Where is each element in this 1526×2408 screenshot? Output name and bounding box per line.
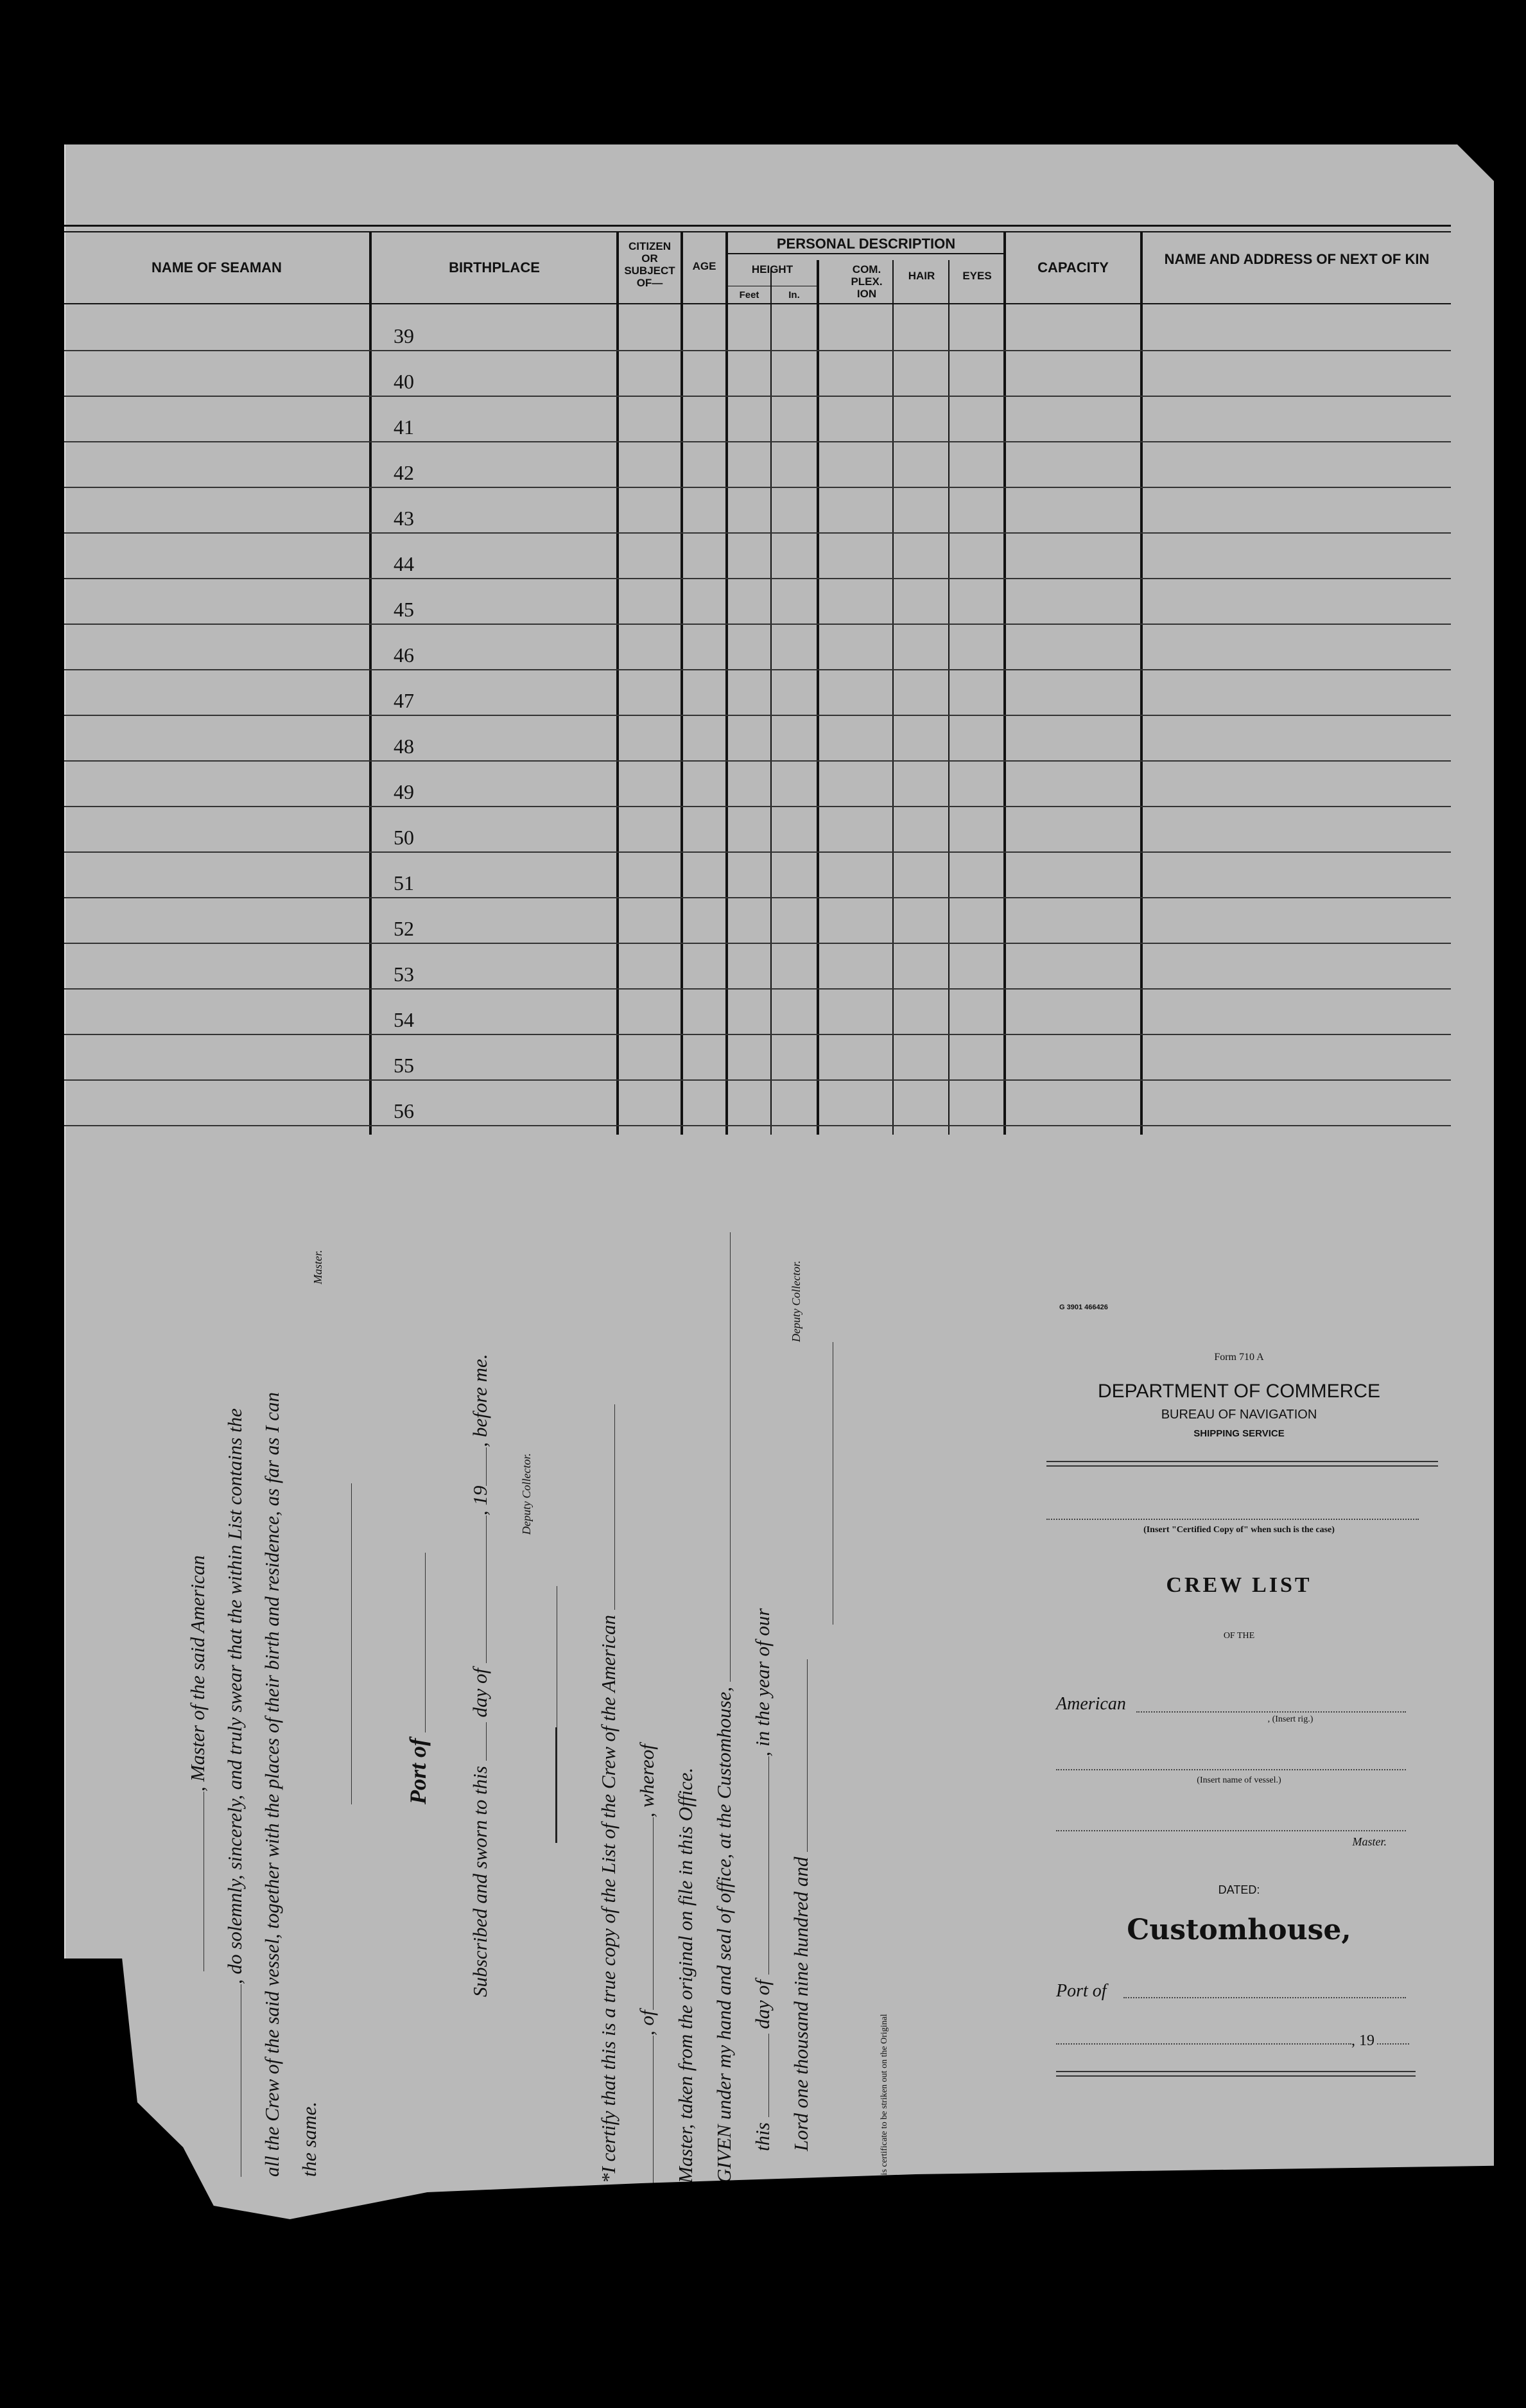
label-form: Form 710 A: [1214, 1352, 1264, 1363]
label-master: Master.: [1352, 1835, 1387, 1848]
row-number: 41: [394, 415, 414, 439]
header-capacity: CAPACITY: [1037, 259, 1109, 275]
label-rule: [1046, 1461, 1438, 1462]
aff-day-of2: day of: [751, 1980, 774, 2029]
table-row: [64, 351, 1451, 396]
aff-deputy2: Deputy Collector.: [790, 1261, 802, 1342]
table-row: [64, 898, 1451, 943]
label-bottom-rule: [1056, 2071, 1416, 2072]
label-insert-certified: (Insert "Certified Copy of" when such is the case): [1143, 1525, 1335, 1535]
header-inches: In.: [788, 290, 800, 301]
aff-crew: all the Crew of the said vessel, together with the places of their birth and residence, as far as I can: [261, 1392, 283, 2177]
row-number: 56: [394, 1099, 414, 1122]
header-hair: HAIR: [908, 270, 935, 282]
table-row: [64, 807, 1451, 851]
crew-table: [64, 225, 1451, 1137]
aff-day-of: day of: [469, 1668, 491, 1718]
label-american-line: [1136, 1711, 1406, 1713]
affidavit-block: [173, 1201, 931, 2203]
header-bottom-rule: [64, 303, 1451, 304]
table-row: [64, 1080, 1451, 1125]
aff-certify: *I certify that this is a true copy of the List of the Crew of the American: [597, 1614, 620, 2183]
label-year-line: [1377, 2043, 1409, 2045]
table-row: [64, 943, 1451, 988]
row-number: 55: [394, 1054, 414, 1077]
row-number: 52: [394, 917, 414, 940]
label-rule: [1046, 1465, 1438, 1467]
aff-before-me: , before me.: [469, 1354, 491, 1447]
header-feet: Feet: [739, 290, 759, 301]
row-number: 48: [394, 735, 414, 758]
table-row: [64, 670, 1451, 715]
aff-whereof: , whereof: [636, 1744, 658, 1818]
aff-year-of-our: , in the year of our: [751, 1608, 774, 1757]
row-number: 44: [394, 552, 414, 575]
header-kin: NAME AND ADDRESS OF NEXT OF KIN: [1164, 251, 1430, 267]
label-port-line: [1123, 1997, 1406, 1998]
aff-footnote: *This certificate to be striken out on the Original: [880, 2014, 889, 2190]
row-number: 54: [394, 1008, 414, 1031]
table-row: [64, 487, 1451, 532]
row-number: 40: [394, 370, 414, 393]
row-number: 51: [394, 871, 414, 894]
row-number: 50: [394, 826, 414, 849]
label-of-the: OF THE: [1223, 1631, 1255, 1641]
table-row: [64, 624, 1451, 669]
table-top-rule-2: [64, 231, 1451, 232]
label-master-line: [1056, 1830, 1406, 1831]
header-birthplace: BIRTHPLACE: [449, 259, 540, 275]
label-date-line: [1056, 2043, 1351, 2045]
table-row: [64, 533, 1451, 578]
row-rule: [64, 1125, 1451, 1126]
label-customhouse: Customhouse,: [1127, 1914, 1351, 1946]
aff-master-sig: Master.: [311, 1250, 324, 1284]
label-bureau: BUREAU OF NAVIGATION: [1161, 1408, 1317, 1422]
row-number: 43: [394, 507, 414, 530]
table-top-rule: [64, 225, 1451, 227]
label-certified-line: [1046, 1519, 1419, 1520]
aff-this: this: [751, 2122, 774, 2151]
row-number: 47: [394, 689, 414, 712]
table-row: [64, 715, 1451, 760]
header-age: AGE: [692, 260, 716, 272]
table-row: [64, 396, 1451, 441]
aff-same: the same.: [298, 2101, 320, 2177]
table-row: [64, 852, 1451, 897]
aff-master-said: , Master of the said American: [186, 1555, 209, 1792]
label-insert-rig: , (Insert rig.): [1267, 1714, 1314, 1724]
header-eyes: EYES: [962, 270, 992, 282]
aff-subscribed: Subscribed and sworn to this: [469, 1766, 491, 1997]
table-row: [64, 1034, 1451, 1079]
table-row: [64, 442, 1451, 487]
aff-lord: Lord one thousand nine hundred and: [790, 1856, 812, 2151]
header-complexion: COM. PLEX. ION: [851, 263, 883, 300]
label-service: SHIPPING SERVICE: [1193, 1428, 1285, 1439]
aff-year-19: , 19: [469, 1485, 491, 1516]
label-bottom-rule: [1056, 2075, 1416, 2077]
aff-deputy1: Deputy Collector.: [520, 1453, 533, 1535]
table-row: [64, 989, 1451, 1034]
aff-of: , of: [636, 2010, 658, 2036]
header-citizen: CITIZEN OR SUBJECT OF—: [624, 240, 675, 289]
aff-given: GIVEN under my hand and seal of office, at the Customhouse,: [713, 1686, 735, 2183]
personal-rule: [725, 253, 1005, 254]
aff-master-taken: Master, taken from the original on file in this Office.: [674, 1767, 697, 2183]
table-row: [64, 761, 1451, 806]
row-number: 42: [394, 461, 414, 484]
table-row: [64, 305, 1451, 350]
aff-divider: [555, 1727, 557, 1843]
row-number: 45: [394, 598, 414, 621]
label-year: , 19: [1351, 2032, 1374, 2049]
header-height: HEIGHT: [751, 263, 793, 275]
label-code: G 3901 466426: [1059, 1304, 1108, 1311]
row-number: 39: [394, 324, 414, 347]
label-dated: DATED:: [1218, 1883, 1260, 1896]
row-number: 46: [394, 643, 414, 667]
table-row: [64, 579, 1451, 624]
aff-port-of: Port of: [405, 1738, 431, 1804]
label-dept: DEPARTMENT OF COMMERCE: [1097, 1381, 1381, 1402]
header-personal: PERSONAL DESCRIPTION: [776, 236, 956, 252]
row-number: 53: [394, 963, 414, 986]
label-insert-name: (Insert name of vessel.): [1197, 1775, 1281, 1785]
row-number: 49: [394, 780, 414, 803]
label-crew-list: CREW LIST: [1166, 1573, 1312, 1597]
label-name-line: [1056, 1769, 1406, 1770]
label-port-of: Port of: [1056, 1981, 1107, 2001]
label-american: American: [1056, 1694, 1126, 1714]
aff-swear: , do solemnly, sincerely, and truly swear that the within List contains the: [223, 1408, 246, 1984]
header-name: NAME OF SEAMAN: [152, 259, 282, 275]
